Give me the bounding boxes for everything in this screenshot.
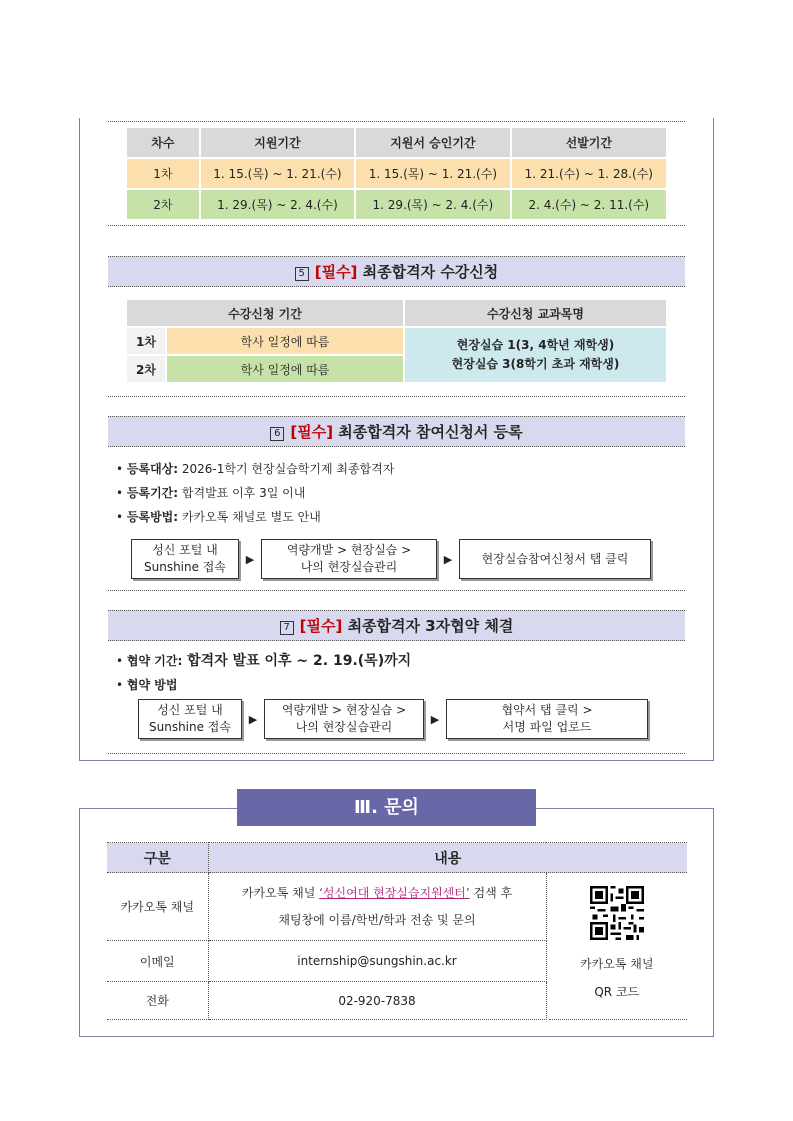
section-6-heading [108, 416, 685, 447]
list-item: • 등록방법: 카카오톡 채널로 별도 안내 [116, 510, 321, 524]
section-title: 최종합격자 3자협약 체결 [342, 617, 514, 635]
section-number: 5 [295, 267, 309, 281]
cell-period: 학사 일정에 따름 [166, 327, 404, 355]
divider [108, 590, 685, 591]
flow-text: 현장실습참여신청서 탭 클릭 [481, 551, 629, 566]
required-tag: [필수] [290, 423, 334, 441]
cell-period: 학사 일정에 따름 [166, 355, 404, 383]
divider [108, 753, 685, 754]
registration-info-list [116, 457, 394, 529]
cell-email-value: internship@sungshin.ac.kr [208, 941, 546, 982]
cell-email-label: 이메일 [107, 941, 208, 982]
section-title: 최종합격자 수강신청 [357, 263, 499, 281]
flow-text: Sunshine 접속 [148, 720, 231, 734]
cell-kakao-label: 카카오톡 채널 [107, 873, 208, 941]
qr-caption: QR 코드 [594, 985, 640, 1000]
divider [108, 225, 685, 226]
divider [108, 396, 685, 397]
header-content: 내용 [208, 843, 687, 873]
list-item: • 협약 기간: 합격자 발표 이후 ~ 2. 19.(목)까지 [116, 653, 412, 669]
course-registration-table [125, 298, 668, 384]
arrow-right-icon: ▶ [430, 712, 440, 726]
cell-phone-value: 02-920-7838 [208, 982, 546, 1020]
flow-text: 나의 현장실습관리 [295, 720, 393, 734]
flow-step-2 [261, 539, 437, 579]
item-value: 2026-1학기 현장실습학기제 최종합격자 [178, 462, 395, 476]
flow-text: 성신 포털 내 [152, 543, 218, 557]
kakao-text: 카카오톡 채널 [241, 885, 320, 900]
flow-step-3 [459, 539, 651, 579]
flow-text: 협약서 탭 클릭 > [501, 703, 593, 717]
header-period: 수강신청 기간 [126, 299, 404, 327]
item-value: 합격발표 이후 3일 이내 [178, 486, 306, 500]
item-key: 등록대상: [126, 462, 179, 476]
header-round: 차수 [126, 127, 200, 158]
course-name: 현장실습 1(3, 4학년 재학생) [456, 338, 615, 352]
flow-text: 역량개발 > 현장실습 > [286, 543, 412, 557]
cell-qr [546, 873, 687, 1020]
contact-table [107, 842, 687, 1020]
kakao-text: 채팅창에 이름/학번/학과 전송 및 문의 [278, 912, 476, 927]
cell-phone-label: 전화 [107, 982, 208, 1020]
flow-step-2 [264, 699, 424, 739]
table-header-row [107, 843, 687, 873]
cell-kakao-content [208, 873, 546, 941]
cell-round: 2차 [126, 189, 200, 220]
cell-course-names [404, 327, 667, 383]
item-key: 등록방법: [126, 510, 179, 524]
course-name: 현장실습 3(8학기 초과 재학생) [451, 357, 620, 371]
flow-step-1 [131, 539, 239, 579]
cell-apply-period: 1. 29.(목) ~ 2. 4.(수) [200, 189, 355, 220]
section-7-heading [108, 610, 685, 641]
flow-text: 성신 포털 내 [157, 703, 223, 717]
list-item: • 협약 방법 [116, 678, 178, 692]
arrow-right-icon: ▶ [443, 552, 453, 566]
agreement-flow [138, 699, 648, 739]
kakao-text: 검색 후 [469, 885, 513, 900]
cell-selection-period: 2. 4.(수) ~ 2. 11.(수) [511, 189, 667, 220]
cell-round: 1차 [126, 158, 200, 189]
cell-approval-period: 1. 29.(목) ~ 2. 4.(수) [355, 189, 510, 220]
section-5-heading [108, 256, 685, 287]
cell-round: 1차 [126, 327, 166, 355]
contact-section-title: Ⅲ. 문의 [237, 789, 536, 826]
flow-text: 나의 현장실습관리 [300, 560, 398, 574]
qr-code-icon [590, 886, 644, 940]
item-value: 카카오톡 채널로 별도 안내 [178, 510, 321, 524]
kakao-channel-name: ‘성신여대 현장실습지원센터’ [319, 885, 470, 900]
flow-text: Sunshine 접속 [143, 560, 226, 574]
section-number: 6 [270, 427, 284, 441]
header-selection-period: 선발기간 [511, 127, 667, 158]
required-tag: [필수] [314, 263, 358, 281]
header-approval-period: 지원서 승인기간 [355, 127, 510, 158]
table-row [107, 873, 687, 941]
cell-approval-period: 1. 15.(목) ~ 1. 21.(수) [355, 158, 510, 189]
arrow-right-icon: ▶ [248, 712, 258, 726]
divider [549, 1019, 687, 1020]
header-apply-period: 지원기간 [200, 127, 355, 158]
item-key: 협약 기간: [126, 654, 183, 668]
list-item: • 등록대상: 2026-1학기 현장실습학기제 최종합격자 [116, 462, 395, 476]
list-item: • 등록기간: 합격발표 이후 3일 이내 [116, 486, 306, 500]
section-number: 7 [280, 621, 294, 635]
cell-selection-period: 1. 21.(수) ~ 1. 28.(수) [511, 158, 667, 189]
header-course: 수강신청 교과목명 [404, 299, 667, 327]
flow-step-3 [446, 699, 648, 739]
section-title: 최종합격자 참여신청서 등록 [333, 423, 523, 441]
item-value: 합격자 발표 이후 ~ 2. 19.(목)까지 [182, 653, 412, 669]
divider [108, 121, 685, 122]
item-key: 협약 방법 [126, 678, 178, 692]
cell-apply-period: 1. 15.(목) ~ 1. 21.(수) [200, 158, 355, 189]
schedule-table [125, 126, 668, 221]
required-tag: [필수] [299, 617, 343, 635]
cell-round: 2차 [126, 355, 166, 383]
table-header-row [126, 299, 667, 327]
flow-text: 역량개발 > 현장실습 > [281, 703, 407, 717]
arrow-right-icon: ▶ [245, 552, 255, 566]
header-category: 구분 [107, 843, 208, 873]
table-row [126, 189, 667, 220]
qr-caption: 카카오톡 채널 [580, 957, 654, 972]
flow-step-1 [138, 699, 242, 739]
table-row [126, 158, 667, 189]
agreement-info-list [116, 649, 411, 697]
table-row [126, 327, 667, 355]
item-key: 등록기간: [126, 486, 179, 500]
flow-text: 서명 파일 업로드 [502, 720, 592, 734]
registration-flow [131, 539, 651, 579]
table-header-row [126, 127, 667, 158]
